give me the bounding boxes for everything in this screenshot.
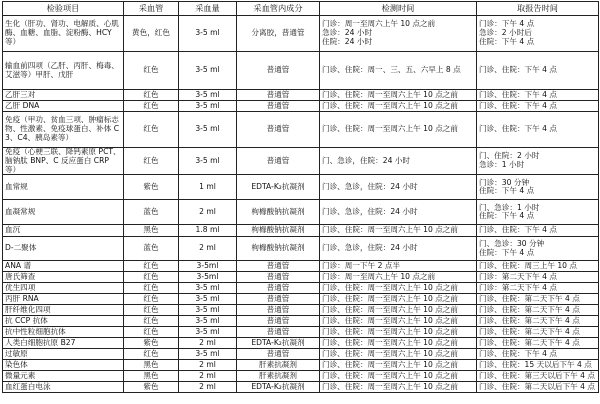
- cell-report-time: 门诊、住院：下午 4 点: [477, 225, 599, 237]
- cell-tube-content: 普通管: [237, 90, 320, 101]
- cell-report-time: 门诊：30 分钟 住院：下午 4 点: [477, 175, 599, 200]
- cell-test-item: 免疫（心梗三联、降钙素原 PCT、脑钠肽 BNP、C 反应蛋白 CRP 等）: [3, 148, 124, 175]
- cell-test-time: 门诊、住院：周一至周六上午 10 点之前: [320, 371, 477, 382]
- cell-tube-content: 普通管: [237, 52, 320, 90]
- table-row: [3, 283, 599, 294]
- cell-test-time: 门诊、住院：周一至周六上午 10 点之前: [320, 283, 477, 294]
- cell-report-time: 门诊：第二天下午 4 点: [477, 283, 599, 294]
- cell-tube: 蓝色: [124, 200, 179, 225]
- cell-volume: 3-5 ml: [179, 112, 237, 148]
- cell-tube: 红色: [124, 327, 179, 338]
- cell-test-item: 血沉: [3, 225, 124, 237]
- cell-tube-content: 普通管: [237, 101, 320, 112]
- cell-tube-content: 枸橼酸钠抗凝剂: [237, 225, 320, 237]
- table-row: [3, 148, 599, 175]
- table-row: [3, 294, 599, 305]
- cell-volume: 3-5 ml: [179, 316, 237, 327]
- cell-report-time: 门诊、住院：第二天下午 4 点: [477, 327, 599, 338]
- cell-volume: 3-5 ml: [179, 148, 237, 175]
- cell-tube: 红色: [124, 305, 179, 316]
- cell-test-time: 门诊、住院：周一至周六上午 10 点之前: [320, 112, 477, 148]
- cell-tube-content: 普通管: [237, 112, 320, 148]
- table-row: [3, 16, 599, 52]
- cell-tube: 红色: [124, 52, 179, 90]
- table-row: [3, 349, 599, 360]
- cell-tube: 黑色: [124, 225, 179, 237]
- cell-test-item: D-二聚体: [3, 237, 124, 261]
- cell-tube-content: 普通管: [237, 305, 320, 316]
- cell-tube: 红色: [124, 349, 179, 360]
- cell-test-time: 门诊、住院：周一、三、五、六早上 8 点: [320, 52, 477, 90]
- header-tube-content: 采血管内成分: [237, 2, 320, 16]
- cell-tube: 红色: [124, 294, 179, 305]
- cell-tube: 黑色: [124, 360, 179, 371]
- cell-tube-content: 普通管: [237, 148, 320, 175]
- cell-volume: 3-5 ml: [179, 327, 237, 338]
- cell-report-time: 门诊、住院：第二天下午 4 点: [477, 294, 599, 305]
- cell-tube-content: 普通管: [237, 272, 320, 283]
- cell-test-item: 微量元素: [3, 371, 124, 382]
- table-row: [3, 90, 599, 101]
- cell-test-item: 抗中性粒细胞抗体: [3, 327, 124, 338]
- cell-report-time: 门诊、住院：下午 4 点: [477, 112, 599, 148]
- header-report-time: 取报告时间: [477, 2, 599, 16]
- cell-volume: 3-5 ml: [179, 16, 237, 52]
- cell-test-time: 门诊：周一至周六上午 10 点之前: [320, 272, 477, 283]
- cell-test-time: 门诊、住院：周一至周六上午 10 点之前: [320, 294, 477, 305]
- table-row: [3, 52, 599, 90]
- cell-report-time: 门诊、住院：下午 4 点: [477, 349, 599, 360]
- cell-report-time: 门诊、住院：下午 4 点: [477, 90, 599, 101]
- cell-test-time: 门诊、住院：周一至周六上午 10 点之前: [320, 360, 477, 371]
- header-tube: 采血管: [124, 2, 179, 16]
- cell-volume: 2 ml: [179, 371, 237, 382]
- table-row: [3, 360, 599, 371]
- cell-tube: 红色: [124, 148, 179, 175]
- cell-tube-content: 普通管: [237, 261, 320, 272]
- cell-tube-content: 枸橼酸钠抗凝剂: [237, 200, 320, 225]
- cell-volume: 3-5 ml: [179, 305, 237, 316]
- cell-test-item: 抗 CCP 抗体: [3, 316, 124, 327]
- cell-tube: 紫色: [124, 382, 179, 393]
- cell-tube: 红色: [124, 316, 179, 327]
- cell-report-time: 门、急诊：30 分钟 住院：下午 4 点: [477, 237, 599, 261]
- cell-test-time: 门、急诊，住院：24 小时: [320, 148, 477, 175]
- cell-tube-content: 肝素抗凝剂: [237, 360, 320, 371]
- cell-report-time: 门诊、住院：下午 4 点: [477, 52, 599, 90]
- cell-tube: 黄色，红色: [124, 16, 179, 52]
- cell-report-time: 门、住院：2 小时 急诊：1 小时: [477, 148, 599, 175]
- cell-test-item: 生化（肝功、肾功、电解质、心肌酶、血糖、血脂、淀粉酶、HCY等）: [3, 16, 124, 52]
- cell-test-time: 门诊、住院：周一至周六上午 10 点之前: [320, 90, 477, 101]
- cell-report-time: 门、急诊：1 小时 住院：下午 4 点: [477, 200, 599, 225]
- cell-report-time: 门诊：第二天下午 4 点: [477, 272, 599, 283]
- cell-test-item: 血常规: [3, 175, 124, 200]
- cell-tube: 红色: [124, 101, 179, 112]
- cell-test-time: 门诊、住院：周一至周六上午 10 点之前: [320, 305, 477, 316]
- cell-volume: 3-5 ml: [179, 294, 237, 305]
- cell-tube: 红色: [124, 272, 179, 283]
- cell-volume: 3-5 ml: [179, 90, 237, 101]
- cell-test-item: 乙肝三对: [3, 90, 124, 101]
- cell-test-item: 染色体: [3, 360, 124, 371]
- cell-volume: 1.8 ml: [179, 225, 237, 237]
- header-volume: 采血量: [179, 2, 237, 16]
- cell-tube: 红色: [124, 261, 179, 272]
- cell-tube-content: EDTA-K₂抗凝剂: [237, 382, 320, 393]
- cell-tube-content: 普通管: [237, 294, 320, 305]
- cell-volume: 3-5ml: [179, 261, 237, 272]
- cell-tube: 蓝色: [124, 237, 179, 261]
- cell-volume: 2 ml: [179, 382, 237, 393]
- cell-test-item: 输血前四项（乙肝、丙肝、梅毒、艾滋等）甲肝、戊肝: [3, 52, 124, 90]
- table-row: [3, 112, 599, 148]
- cell-tube: 黑色: [124, 371, 179, 382]
- cell-report-time: 门诊、住院：下午 4 点: [477, 101, 599, 112]
- cell-report-time: 门诊、住院：15 天以后下午 4 点: [477, 360, 599, 371]
- cell-tube-content: EDTA-K₂抗凝剂: [237, 338, 320, 349]
- cell-volume: 2 ml: [179, 200, 237, 225]
- table-row: [3, 237, 599, 261]
- cell-test-time: 门诊：周一下午 2 点半: [320, 261, 477, 272]
- table-row: [3, 225, 599, 237]
- cell-volume: 2 ml: [179, 360, 237, 371]
- table-row: [3, 382, 599, 393]
- cell-tube: 红色: [124, 283, 179, 294]
- cell-volume: 3-5 ml: [179, 349, 237, 360]
- cell-test-time: 门诊、住院：周一至周六上午 10 点之前: [320, 101, 477, 112]
- cell-test-item: 过敏原: [3, 349, 124, 360]
- table-header-row: [3, 2, 599, 16]
- cell-tube: 紫色: [124, 175, 179, 200]
- table-row: [3, 272, 599, 283]
- cell-test-item: 乙肝 DNA: [3, 101, 124, 112]
- cell-volume: 2 ml: [179, 338, 237, 349]
- cell-report-time: 门诊、住院：周三上午 10 点: [477, 261, 599, 272]
- cell-test-time: 门诊、住院：周一至周六上午 10 点之前: [320, 338, 477, 349]
- cell-volume: 3-5ml: [179, 272, 237, 283]
- cell-tube: 红色: [124, 90, 179, 101]
- cell-test-time: 门诊、住院：周一至周六上午 10 点之前: [320, 316, 477, 327]
- cell-test-time: 门诊、急诊，住院：24 小时: [320, 175, 477, 200]
- table-row: [3, 200, 599, 225]
- cell-test-time: 门诊：周一至周六上午 10 点之前 急诊：24 小时 住院：24 小时: [320, 16, 477, 52]
- table-row: [3, 261, 599, 272]
- table-body: [3, 16, 599, 393]
- cell-tube-content: 普通管: [237, 316, 320, 327]
- cell-test-time: 门诊、急诊，住院：24 小时: [320, 237, 477, 261]
- cell-test-item: 血凝常规: [3, 200, 124, 225]
- table-row: [3, 175, 599, 200]
- cell-tube-content: 肝素抗凝剂: [237, 371, 320, 382]
- cell-test-item: 血红蛋白电泳: [3, 382, 124, 393]
- cell-test-item: 肝纤维化四项: [3, 305, 124, 316]
- cell-report-time: 门诊、住院：第二天下午 4 点: [477, 316, 599, 327]
- cell-report-time: 门诊、住院：第二天下午 4 点: [477, 305, 599, 316]
- cell-tube-content: 分离胶，普通管: [237, 16, 320, 52]
- cell-test-time: 门诊、住院：周一至周六上午 10 点之前: [320, 225, 477, 237]
- cell-test-item: 丙肝 RNA: [3, 294, 124, 305]
- cell-test-time: 门诊、住院：周一至周六上午 10 点之前: [320, 349, 477, 360]
- cell-report-time: 门诊、住院：第三天以后下午 4 点: [477, 371, 599, 382]
- cell-report-time: 门诊、住院：第二天以后下午 4 点: [477, 382, 599, 393]
- table-row: [3, 305, 599, 316]
- table-row: [3, 316, 599, 327]
- cell-volume: 1 ml: [179, 175, 237, 200]
- cell-volume: 3-5 ml: [179, 52, 237, 90]
- cell-test-item: 优生四项: [3, 283, 124, 294]
- cell-test-time: 门诊、住院：周一至周六上午 10 点之前: [320, 327, 477, 338]
- cell-tube-content: 枸橼酸钠抗凝剂: [237, 237, 320, 261]
- cell-volume: 3-5 ml: [179, 101, 237, 112]
- cell-test-item: 唐氏筛查: [3, 272, 124, 283]
- lab-test-schedule-table: [2, 1, 599, 393]
- cell-test-time: 门诊、急诊，住院：24 小时: [320, 200, 477, 225]
- cell-report-time: 门诊：下午 4 点 急诊：2 小时后 住院：下午 4 点: [477, 16, 599, 52]
- header-test-item: 检验项目: [3, 2, 124, 16]
- cell-tube-content: 普通管: [237, 327, 320, 338]
- header-test-time: 检测时间: [320, 2, 477, 16]
- cell-test-time: 门诊、住院：周一至周六上午 10 点之前: [320, 382, 477, 393]
- cell-test-item: ANA 谱: [3, 261, 124, 272]
- table-row: [3, 327, 599, 338]
- cell-test-item: 免疫（甲功、贫血三项、肿瘤标志物、性激素、免疫球蛋白、补体 C3、C4、胰岛素等）: [3, 112, 124, 148]
- cell-volume: 3-5 ml: [179, 283, 237, 294]
- cell-tube: 红色: [124, 112, 179, 148]
- table-row: [3, 338, 599, 349]
- cell-tube-content: 普通管: [237, 283, 320, 294]
- cell-tube: 紫色: [124, 338, 179, 349]
- cell-report-time: 门诊、住院：第二天下午 4 点: [477, 338, 599, 349]
- cell-tube-content: EDTA-K₂抗凝剂: [237, 175, 320, 200]
- table-row: [3, 371, 599, 382]
- table-row: [3, 101, 599, 112]
- cell-tube-content: 普通管: [237, 349, 320, 360]
- cell-test-item: 人类白细胞抗原 B27: [3, 338, 124, 349]
- cell-volume: 2 ml: [179, 237, 237, 261]
